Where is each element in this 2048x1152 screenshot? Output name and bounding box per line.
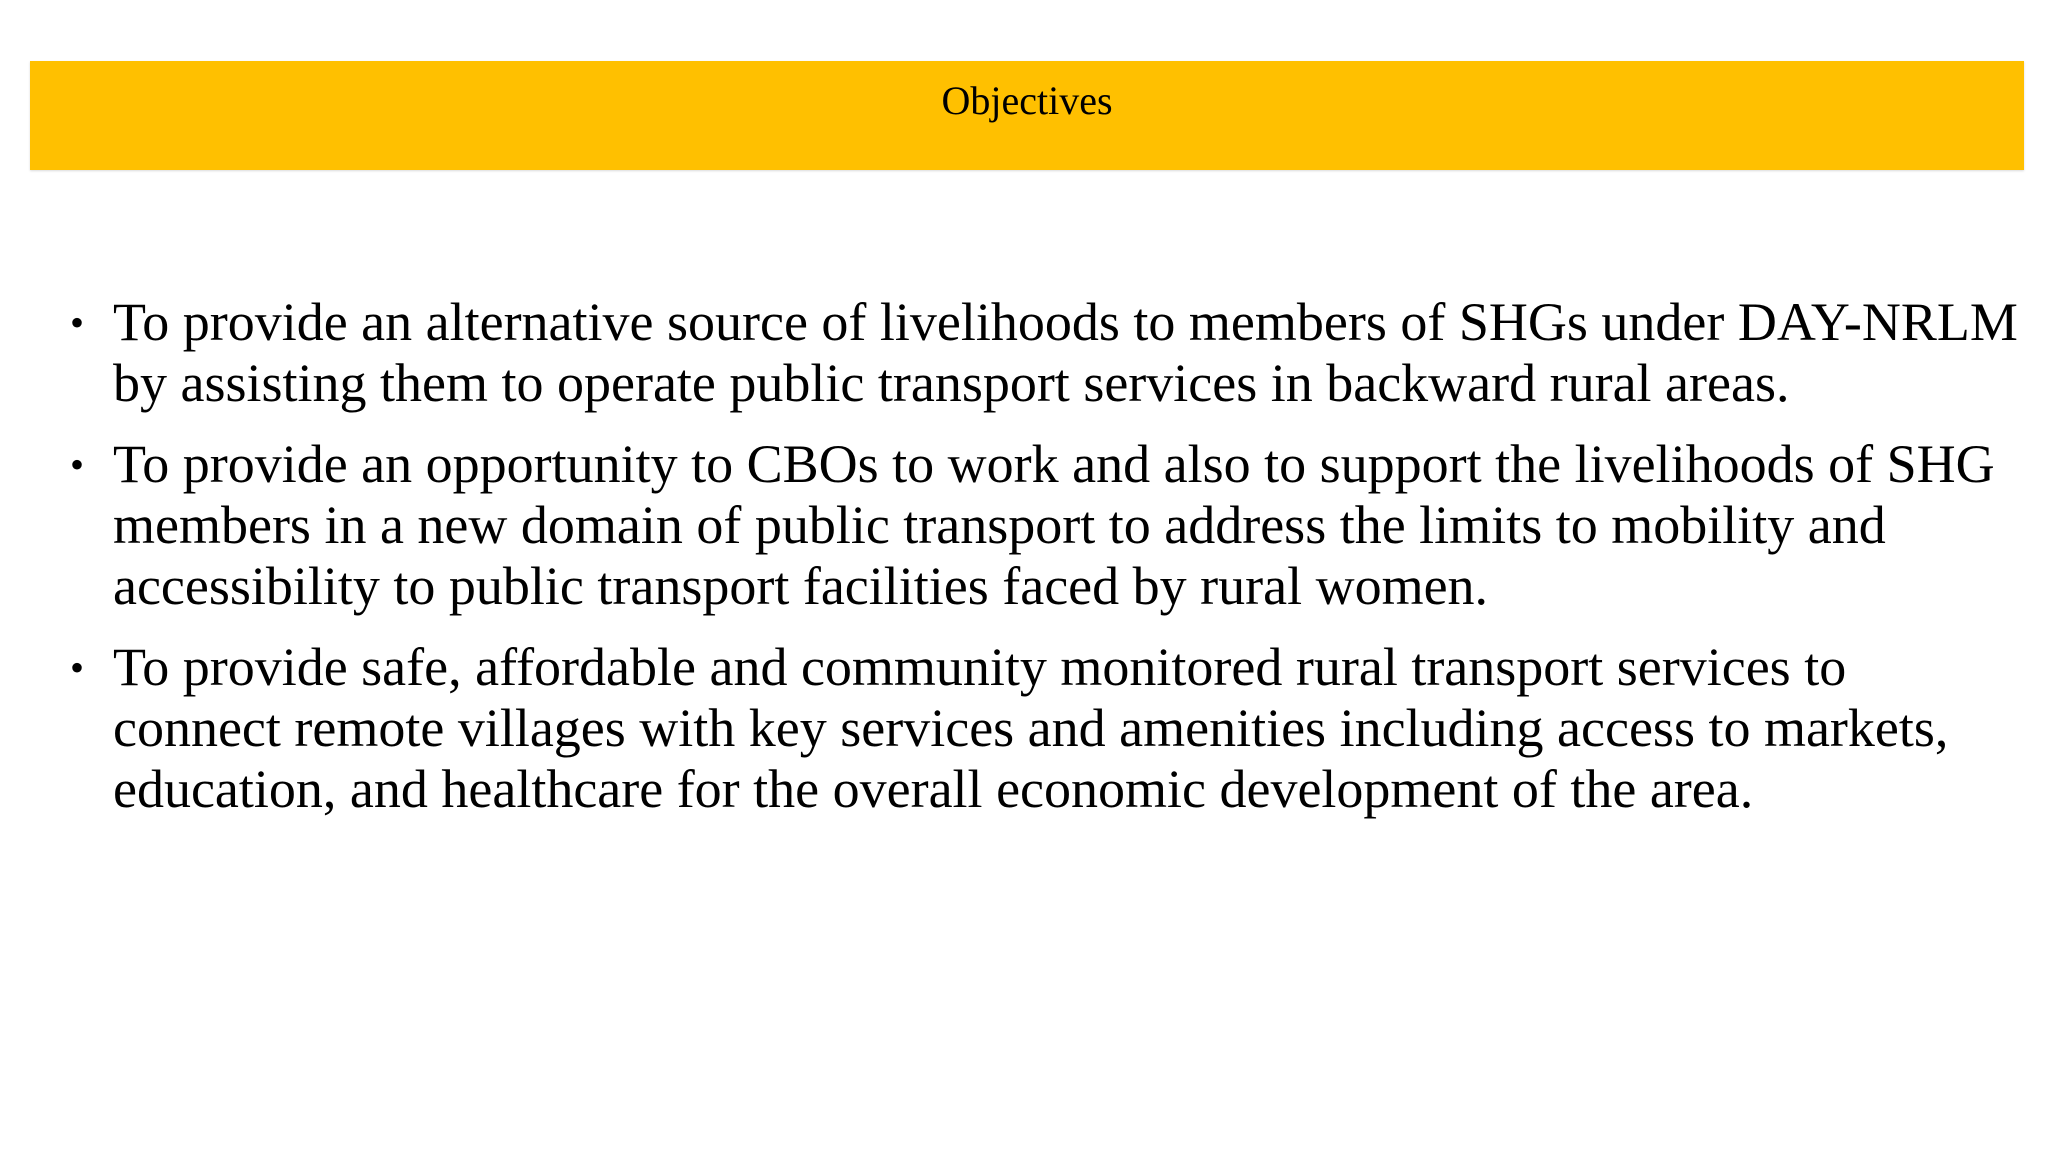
bullet-item	[70, 637, 2020, 820]
bullet-item	[70, 292, 2020, 414]
bullet-marker: •	[70, 442, 85, 487]
slide-title: Objectives	[941, 78, 1113, 123]
bullet-marker: •	[70, 645, 85, 690]
bullet-marker: •	[70, 300, 85, 345]
title-bar	[30, 61, 2024, 170]
bullet-text: To provide an opportunity to CBOs to work and also to support the livelihoods of SHG members in a new domain of public transport to address the limits to mobility and accessibility to public transport facilities faced by rural women.	[113, 434, 1995, 616]
bullet-text: To provide an alternative source of livelihoods to members of SHGs under DAY-NRLM by assisting them to operate public transport services in backward rural areas.	[113, 292, 2018, 413]
bullet-text: To provide safe, affordable and community monitored rural transport services to connect remote villages with key services and amenities including access to markets, education, and healthcare for the overall economic development of the area.	[113, 637, 1949, 819]
bullet-item	[70, 434, 2020, 617]
bullet-list	[70, 292, 2020, 840]
